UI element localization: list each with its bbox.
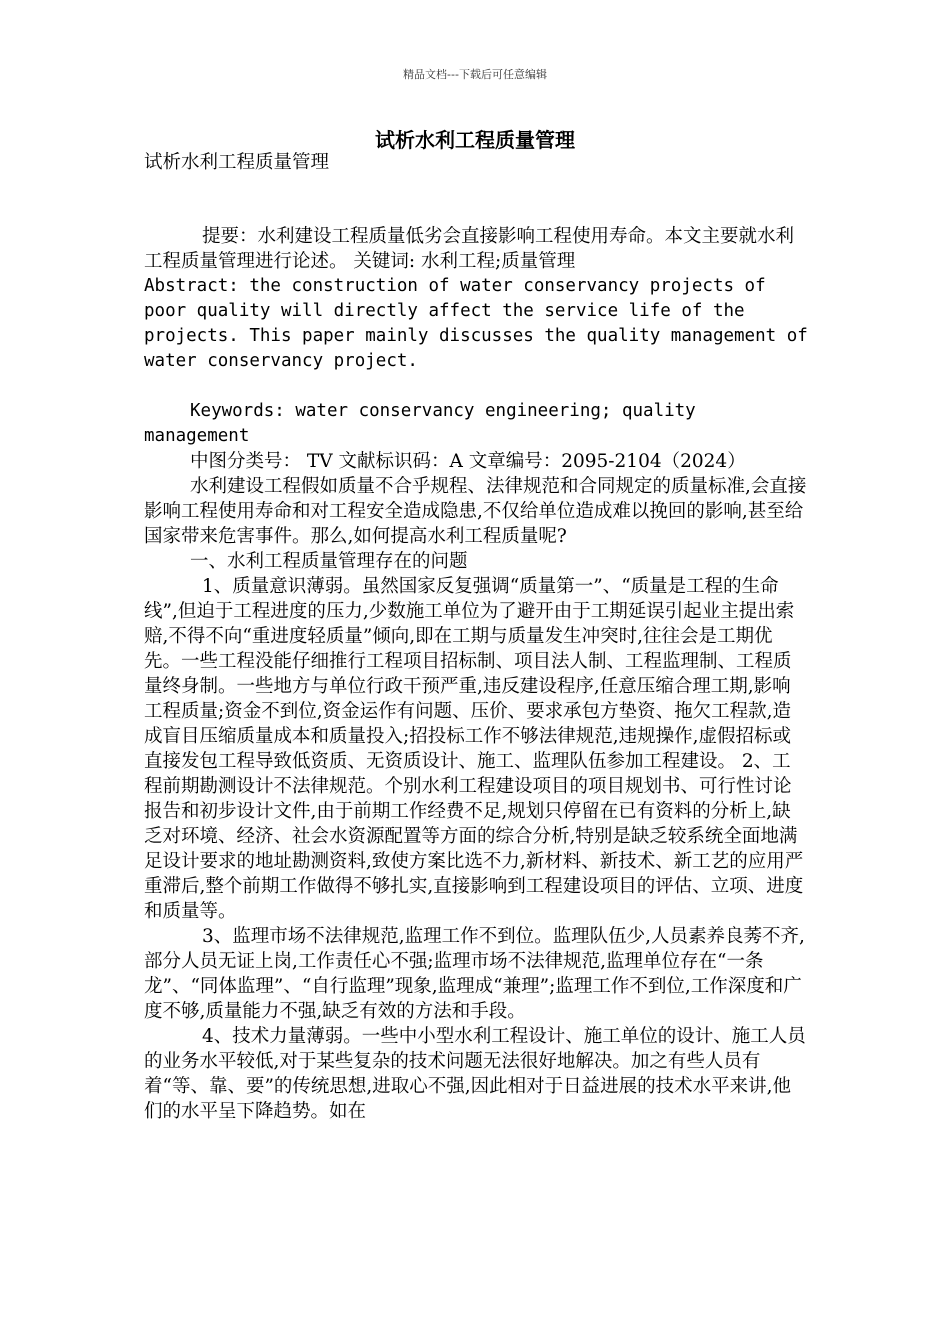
page-header: 精品文档---下载后可任意编辑 bbox=[403, 68, 547, 81]
section-heading: 一、水利工程质量管理存在的问题 bbox=[190, 551, 468, 572]
spacer bbox=[144, 175, 809, 200]
paragraph-3: 3、监理市场不法律规范,监理工作不到位。监理队伍少,人员素养良莠不齐,部分人员无证上岗,工作责任心不强;监理市场不法律规范,监理单位存在“一条龙”、“同体监理”、“自行监理”现象,监理成“兼理”;监理工作不到位,工作深度和广度不够,质量能力不强,缺乏有效的方法和手段。 bbox=[144, 926, 805, 1022]
spacer bbox=[144, 374, 809, 399]
paragraph-4: 4、技术力量薄弱。一些中小型水利工程设计、施工单位的设计、施工人员的业务水平较低,对于某些复杂的技术问题无法很好地解决。加之有些人员有着“等、靠、要”的传统思想,进取心不强,因此相对于日益进展的技术水平来讲,他们的水平呈下降趋势。如在 bbox=[144, 1026, 806, 1122]
document-subtitle: 试析水利工程质量管理 bbox=[144, 152, 330, 173]
keywords-en: Keywords: water conservancy engineering; quality management bbox=[144, 401, 696, 446]
intro-paragraph: 水利建设工程假如质量不合乎规程、法律规范和合同规定的质量标准,会直接影响工程使用寿命和对工程安全造成隐患,不仅给单位造成难以挽回的影响,甚至给国家带来危害事件。那么,如何提高水利工程质量呢? bbox=[144, 476, 807, 547]
abstract-en: Abstract: the construction of water conservancy projects of poor quality will directly affect the service life of the projects. This paper mainly discusses the quality management of water conservancy project. bbox=[144, 276, 808, 371]
abstract-cn: 提要：水利建设工程质量低劣会直接影响工程使用寿命。本文主要就水利工程质量管理进行论述。 关键词: 水利工程;质量管理 bbox=[144, 226, 795, 272]
classification-line: 中图分类号： TV 文献标识码：A 文章编号：2095-2104（2024） bbox=[190, 451, 746, 472]
document-body bbox=[144, 150, 809, 1124]
document-title: 试析水利工程质量管理 bbox=[375, 128, 575, 152]
paragraph-1: 1、质量意识薄弱。虽然国家反复强调“质量第一”、“质量是工程的生命线”,但迫于工程进度的压力,少数施工单位为了避开由于工期延误引起业主提出索赔,不得不向“重进度轻质量”倾向,即在工期与质量发生冲突时,往往会是工期优先。一些工程没能仔细推行工程项目招标制、项目法人制、工程监理制、工程质量终身制。一些地方与单位行政干预严重,违反建设程序,任意压缩合理工期,影响工程质量;资金不到位,资金运作有问题、压价、要求承包方垫资、拖欠工程款,造成盲目压缩质量成本和质量投入;招投标工作不够法律规范,违规操作,虚假招标或直接发包工程导致低资质、无资质设计、施工、监理队伍参加工程建设。 2、工程前期勘测设计不法律规范。个别水利工程建设项目的项目规划书、可行性讨论报告和初步设计文件,由于前期工作经费不足,规划只停留在已有资料的分析上,缺乏对环境、经济、社会水资源配置等方面的综合分析,特别是缺乏较系统全面地满足设计要求的地址勘测资料,致使方案比选不力,新材料、新技术、新工艺的应用严重滞后,整个前期工作做得不够扎实,直接影响到工程建设项目的评估、立项、进度和质量等。 bbox=[144, 576, 804, 922]
